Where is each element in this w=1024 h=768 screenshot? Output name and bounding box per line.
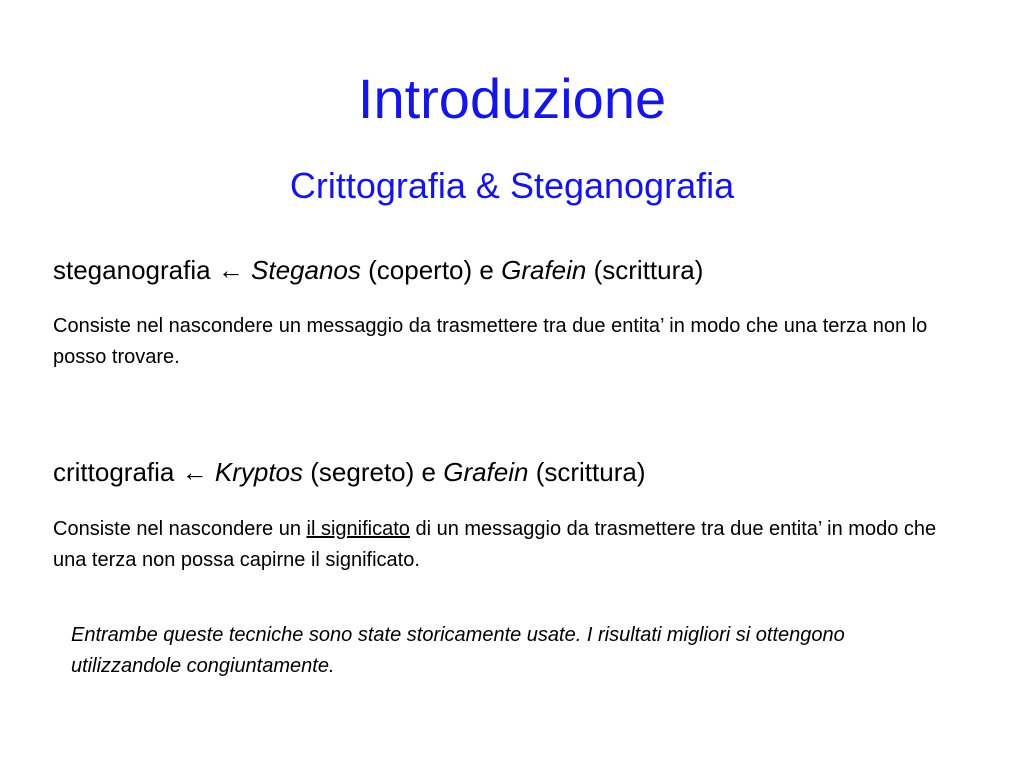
grafein-meaning: (scrittura) — [593, 255, 704, 285]
crittografia-description-underlined: il significato — [306, 518, 410, 540]
crittografia-description — [53, 514, 953, 576]
kryptos-word: Kryptos — [214, 457, 304, 487]
conclusion-note: Entrambe queste tecniche sono state storicamente usate. I risultati migliori si ottengono utilizzandole congiuntamente. — [71, 624, 845, 677]
crittografia-description-after: di un messaggio da trasmettere tra due entita’ in modo che una terza non possa capirne il significato. — [53, 518, 937, 571]
slide-subtitle: Crittografia & Steganografia — [289, 165, 735, 206]
steganografia-description: Consiste nel nascondere un messaggio da trasmettere tra due entita’ in modo che una terza non lo posso trovare. — [53, 315, 928, 368]
grafein-meaning: (scrittura) — [535, 457, 646, 487]
left-arrow-icon: ← — [217, 255, 244, 285]
grafein-word: Grafein — [501, 255, 587, 285]
steganografia-term: steganografia — [53, 255, 211, 285]
crittografia-definition — [53, 455, 646, 489]
steganografia-definition — [53, 253, 703, 287]
steganos-meaning: (coperto) e — [368, 255, 494, 285]
left-arrow-icon: ← — [181, 457, 208, 487]
crittografia-term: crittografia — [53, 457, 175, 487]
grafein-word: Grafein — [443, 457, 529, 487]
steganos-word: Steganos — [251, 255, 361, 285]
crittografia-description-before: Consiste nel nascondere un — [53, 518, 301, 540]
kryptos-meaning: (segreto) e — [310, 457, 436, 487]
slide-title: Introduzione — [357, 67, 667, 130]
